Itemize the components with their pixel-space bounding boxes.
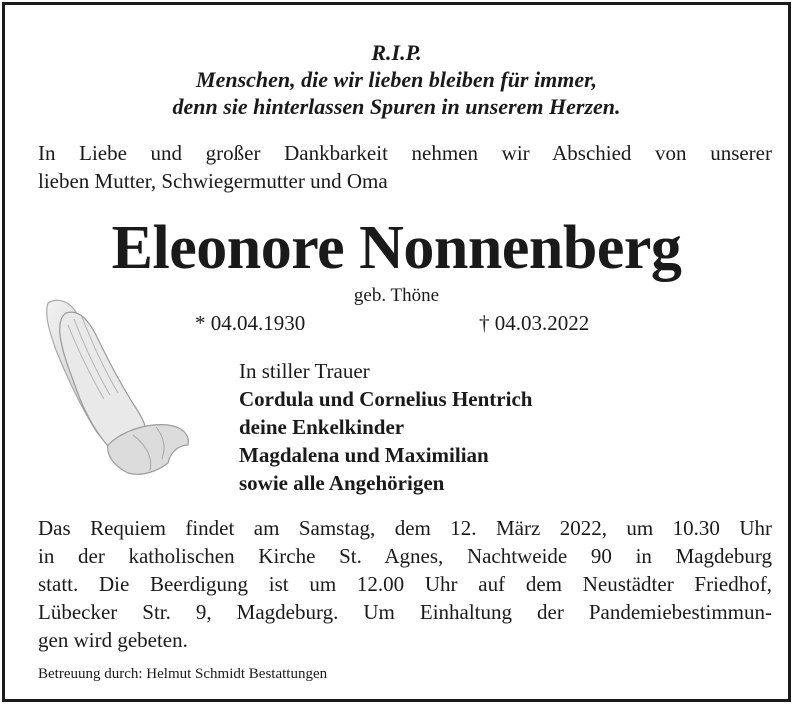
service-line: statt. Die Beerdigung ist um 12.00 Uhr auf dem Neustädter Friedhof, bbox=[38, 572, 772, 596]
service-line: gen wird gebeten. bbox=[38, 628, 188, 652]
born-name: geb. Thöne bbox=[353, 285, 440, 306]
death-date: † 04.03.2022 bbox=[479, 311, 590, 335]
mourner-line: deine Enkelkinder bbox=[239, 415, 405, 439]
mourners-block bbox=[239, 357, 532, 497]
service-info bbox=[38, 514, 772, 654]
mourner-line: Magdalena und Maximilian bbox=[239, 443, 489, 467]
praying-hands-icon bbox=[38, 295, 198, 485]
motto-line-1: Menschen, die wir lieben bleiben für immer, bbox=[196, 67, 597, 92]
birth-date: * 04.04.1930 bbox=[195, 311, 306, 335]
mourners-lead: In stiller Trauer bbox=[239, 359, 370, 383]
service-line: Das Requiem findet am Samstag, dem 12. März 2022, um 10.30 Uhr bbox=[38, 516, 772, 540]
intro-line-1: In Liebe und großer Dankbarkeit nehmen wir Abschied von unserer bbox=[38, 141, 772, 165]
mourner-line: sowie alle Angehörigen bbox=[239, 471, 445, 495]
motto-rip: R.I.P. bbox=[371, 40, 422, 65]
deceased-name: Eleonore Nonnenberg bbox=[111, 214, 682, 282]
service-line: in der katholischen Kirche St. Agnes, Nachtweide 90 in Magdeburg bbox=[38, 544, 772, 568]
obituary-notice bbox=[2, 2, 791, 702]
mourner-line: Cordula und Cornelius Hentrich bbox=[239, 387, 533, 411]
undertaker-credit: Betreuung durch: Helmut Schmidt Bestattungen bbox=[38, 666, 328, 682]
service-line: Lübecker Str. 9, Magdeburg. Um Einhaltung der Pandemiebestimmun- bbox=[38, 600, 772, 624]
intro-line-2: lieben Mutter, Schwiegermutter und Oma bbox=[38, 169, 388, 193]
motto-line-2: denn sie hinterlassen Spuren in unserem Herzen. bbox=[172, 94, 621, 119]
